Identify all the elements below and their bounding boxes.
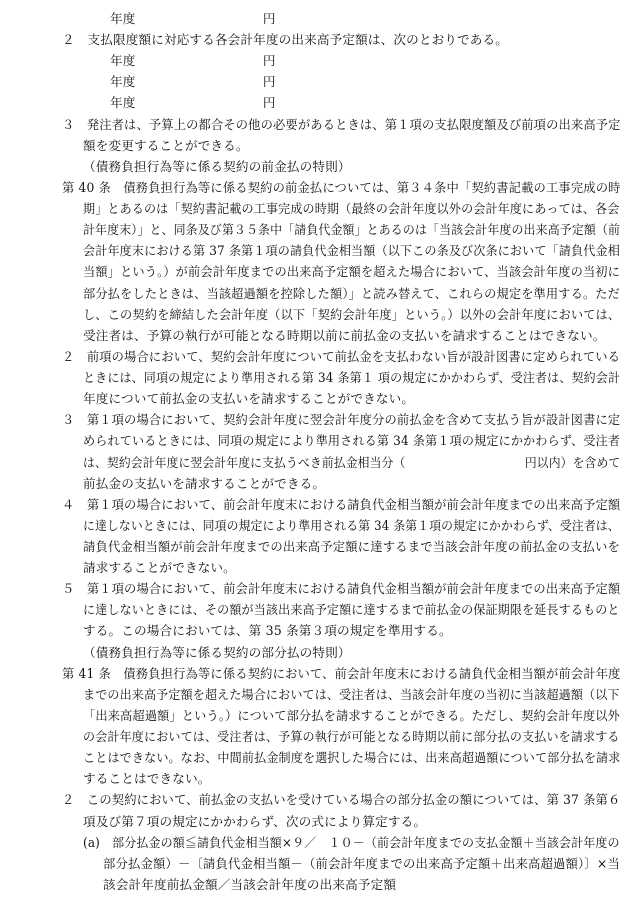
article-40-title: 第 40 条 債務負担行為等に係る契約の前金払については、第３４条中「契約書記載の工事完成の時 xyxy=(62,179,621,195)
paragraph-line: められているときには、同項の規定により準用される第 34 条第１項の規定にかかわらず、受注者 xyxy=(83,433,621,449)
fiscal-year-row: 年度 円 xyxy=(110,74,276,90)
paragraph-line: の会計年度においては、受注者は、予算の執行が可能となる時期以前に部分払の支払いを請求する xyxy=(83,729,620,745)
section-heading-article-40: （債務負担行為等に係る契約の前金払の特則） xyxy=(83,158,351,174)
paragraph-line: 受注者は、予算の執行が可能となる時期以前に前払金の支払いを請求することはできない。 xyxy=(83,327,606,343)
fiscal-year-row: 年度 円 xyxy=(110,53,276,69)
paragraph-line: 請負代金相当額が前会計年度までの出来高予定額に達するまで当該会計年度の前払金の支払いを xyxy=(83,538,621,554)
paragraph-line: 額を変更することができる。 xyxy=(83,137,249,153)
section-heading-article-41: （債務負担行為等に係る契約の部分払の特則） xyxy=(83,644,351,660)
paragraph-line: までの出来高予定額を超えた場合においては、受注者は、当該会計年度の当初に当該超過額（以下 xyxy=(83,686,620,702)
paragraph-line: ２ 前項の場合において、契約会計年度について前払金を支払わない旨が設計図書に定められている xyxy=(62,348,621,364)
paragraph-line: ２ この契約において、前払金の支払いを受けている場合の部分払金の額については、第 37 条第６ xyxy=(62,792,621,808)
paragraph-line: ５ 第１項の場合において、前会計年度末における請負代金相当額が前会計年度までの出来高予定額 xyxy=(62,581,621,597)
paragraph-line: 計年度末）」と、同条及び第３５条中「請負代金額」とあるのは「当該会計年度の出来高予定額（前 xyxy=(83,222,621,238)
paragraph-line: し、この契約を締結した会計年度（以下「契約会計年度」という。）以外の会計年度においては、 xyxy=(83,306,621,322)
paragraph-line: 請求することができない。 xyxy=(83,560,236,576)
paragraph-line: に達しないときには、同項の規定により準用される第 34 条第１項の規定にかかわらず、受注者は、 xyxy=(83,517,620,533)
paragraph-line: に達しないときには、その額が当該出来高予定額に達するまで前払金の保証期限を延長するものと xyxy=(83,602,620,618)
paragraph-line: 会計年度末における第 37 条第１項の請負代金相当額（以下この条及び次条において「請負代金相 xyxy=(83,243,620,259)
paragraph-line: する。この場合においては、第 35 条第３項の規定を準用する。 xyxy=(83,623,452,639)
fiscal-year-row: 年度 円 xyxy=(110,11,276,26)
paragraph-line: ことはできない。なお、中間前払金制度を選択した場合には、出来高超過額について部分払を請求 xyxy=(83,750,621,766)
article-41-title: 第 41 条 債務負担行為等に係る契約において、前会計年度末における請負代金相当額が前会計年度 xyxy=(62,665,621,681)
paragraph-line: は、契約会計年度に翌会計年度に支払うべき前払金相当分（ 円以内）を含めて xyxy=(83,454,621,470)
formula-line: (a) 部分払金の額≦請負代金相当額×９／ １０－（前会計年度までの支払金額＋当該会計年度の xyxy=(83,834,620,850)
paragraph-line: 「出来高超過額」という。）について部分払を請求することができる。ただし、契約会計年度以外 xyxy=(83,707,621,723)
paragraph-line: することはできない。 xyxy=(83,771,211,787)
fiscal-year-row: 年度 円 xyxy=(110,95,276,111)
paragraph-line: 該会計年度前払金額／当該会計年度の出来高予定額 xyxy=(103,876,397,892)
paragraph-line: ４ 第１項の場合において、前会計年度末における請負代金相当額が前会計年度までの出来高予定額 xyxy=(62,496,621,512)
paragraph-line: 部分払金額）－〔請負代金相当額－（前会計年度までの出来高予定額＋出来高超過額）〕×当 xyxy=(103,855,620,871)
paragraph-line: 年度について前払金の支払いを請求することができない。 xyxy=(83,391,415,407)
paragraph-line: ときには、同項の規定により準用される第 34 条第１ 項の規定にかかわらず、受注者は、契約会計 xyxy=(83,370,621,386)
paragraph-line: 期」とあるのは「契約書記載の工事完成の時期（最終の会計年度以外の会計年度にあっては、各会 xyxy=(83,201,620,217)
paragraph-line: 当額」という。）が前会計年度までの出来高予定額を超えた場合において、当該会計年度の当初に xyxy=(83,264,621,280)
paragraph-line: ３ 発注者は、予算上の都合その他の必要があるときは、第１項の支払限度額及び前項の出来高予定 xyxy=(62,116,621,132)
paragraph-line: 項及び第７項の規定にかかわらず、次の式により算定する。 xyxy=(83,813,427,829)
paragraph-line: 部分払をしたときは、当該超過額を控除した額）」と読み替えて、これらの規定を準用する。ただ xyxy=(83,285,621,301)
paragraph-line: ２ 支払限度額に対応する各会計年度の出来高予定額は、次のとおりである。 xyxy=(62,32,509,48)
paragraph-line: ３ 第１項の場合において、契約会計年度に翌会計年度分の前払金を含めて支払う旨が設計図書に定 xyxy=(62,412,621,428)
paragraph-line: 前払金の支払いを請求することができる。 xyxy=(83,475,326,491)
